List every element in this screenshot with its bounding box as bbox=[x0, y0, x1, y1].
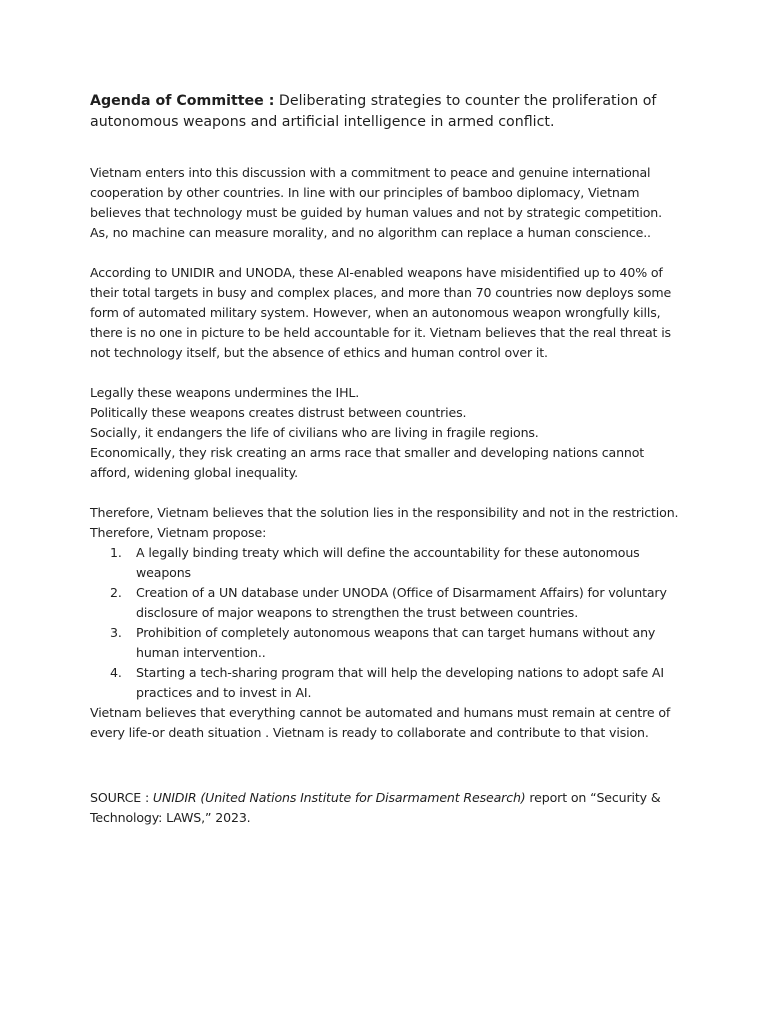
list-item-text: Starting a tech-sharing program that will help the developing nations to adopt safe AI practices and to invest in AI. bbox=[136, 665, 664, 700]
impact-social: Socially, it endangers the life of civilians who are living in fragile regions. bbox=[90, 425, 539, 440]
proposals-list bbox=[90, 543, 684, 703]
document-page bbox=[90, 91, 684, 841]
agenda-text: Deliberating strategies to counter the proliferation of autonomous weapons and artificial intelligence in armed conflict. bbox=[90, 93, 657, 130]
source-citation bbox=[90, 788, 684, 828]
impact-economic: Economically, they risk creating an arms race that smaller and developing nations cannot afford, widening global inequality. bbox=[90, 445, 645, 480]
impacts-paragraph bbox=[90, 383, 684, 483]
therefore-paragraph: Therefore, Vietnam believes that the solution lies in the responsibility and not in the restriction. Therefore, Vietnam propose: bbox=[90, 505, 679, 540]
agenda-label: Agenda of Committee : bbox=[90, 93, 275, 109]
list-item bbox=[90, 663, 684, 703]
unidir-paragraph: According to UNIDIR and UNODA, these AI-enabled weapons have misidentified up to 40% of their total targets in busy and complex places, and more than 70 countries now deploys some form of automated military system. However, when an autonomous weapon wrongfully kills, there is no one in picture to be held accountable for it. Vietnam believes that the real threat is not technology itself, but the absence of ethics and human control over it. bbox=[90, 265, 672, 360]
list-item bbox=[90, 583, 684, 623]
impact-political: Politically these weapons creates distrust between countries. bbox=[90, 405, 467, 420]
impact-legal: Legally these weapons undermines the IHL. bbox=[90, 385, 360, 400]
list-item-number: 4. bbox=[110, 665, 122, 680]
intro-paragraph: Vietnam enters into this discussion with a commitment to peace and genuine international cooperation by other countries. In line with our principles of bamboo diplomacy, Vietnam believes that technology must be guided by human values and not by strategic competition. As, no machine can measure morality, and no algorithm can replace a human conscience.. bbox=[90, 165, 662, 240]
source-prefix: SOURCE : bbox=[90, 790, 153, 805]
list-item-number: 1. bbox=[110, 545, 122, 560]
list-item-number: 2. bbox=[110, 585, 122, 600]
source-title: UNIDIR (United Nations Institute for Disarmament Research) bbox=[152, 790, 526, 805]
agenda-heading bbox=[90, 91, 684, 133]
list-item bbox=[90, 543, 684, 583]
list-item-text: A legally binding treaty which will define the accountability for these autonomous weapons bbox=[136, 545, 640, 580]
list-item bbox=[90, 623, 684, 663]
list-item-text: Prohibition of completely autonomous weapons that can target humans without any human intervention.. bbox=[136, 625, 656, 660]
closing-paragraph: Vietnam believes that everything cannot be automated and humans must remain at centre of every life-or death situation . Vietnam is ready to collaborate and contribute to that vision. bbox=[90, 705, 671, 740]
source-suffix: report on “Security & Technology: LAWS,” 2023. bbox=[90, 790, 661, 825]
list-item-text: Creation of a UN database under UNODA (Office of Disarmament Affairs) for voluntary disclosure of major weapons to strengthen the trust between countries. bbox=[136, 585, 667, 620]
list-item-number: 3. bbox=[110, 625, 122, 640]
